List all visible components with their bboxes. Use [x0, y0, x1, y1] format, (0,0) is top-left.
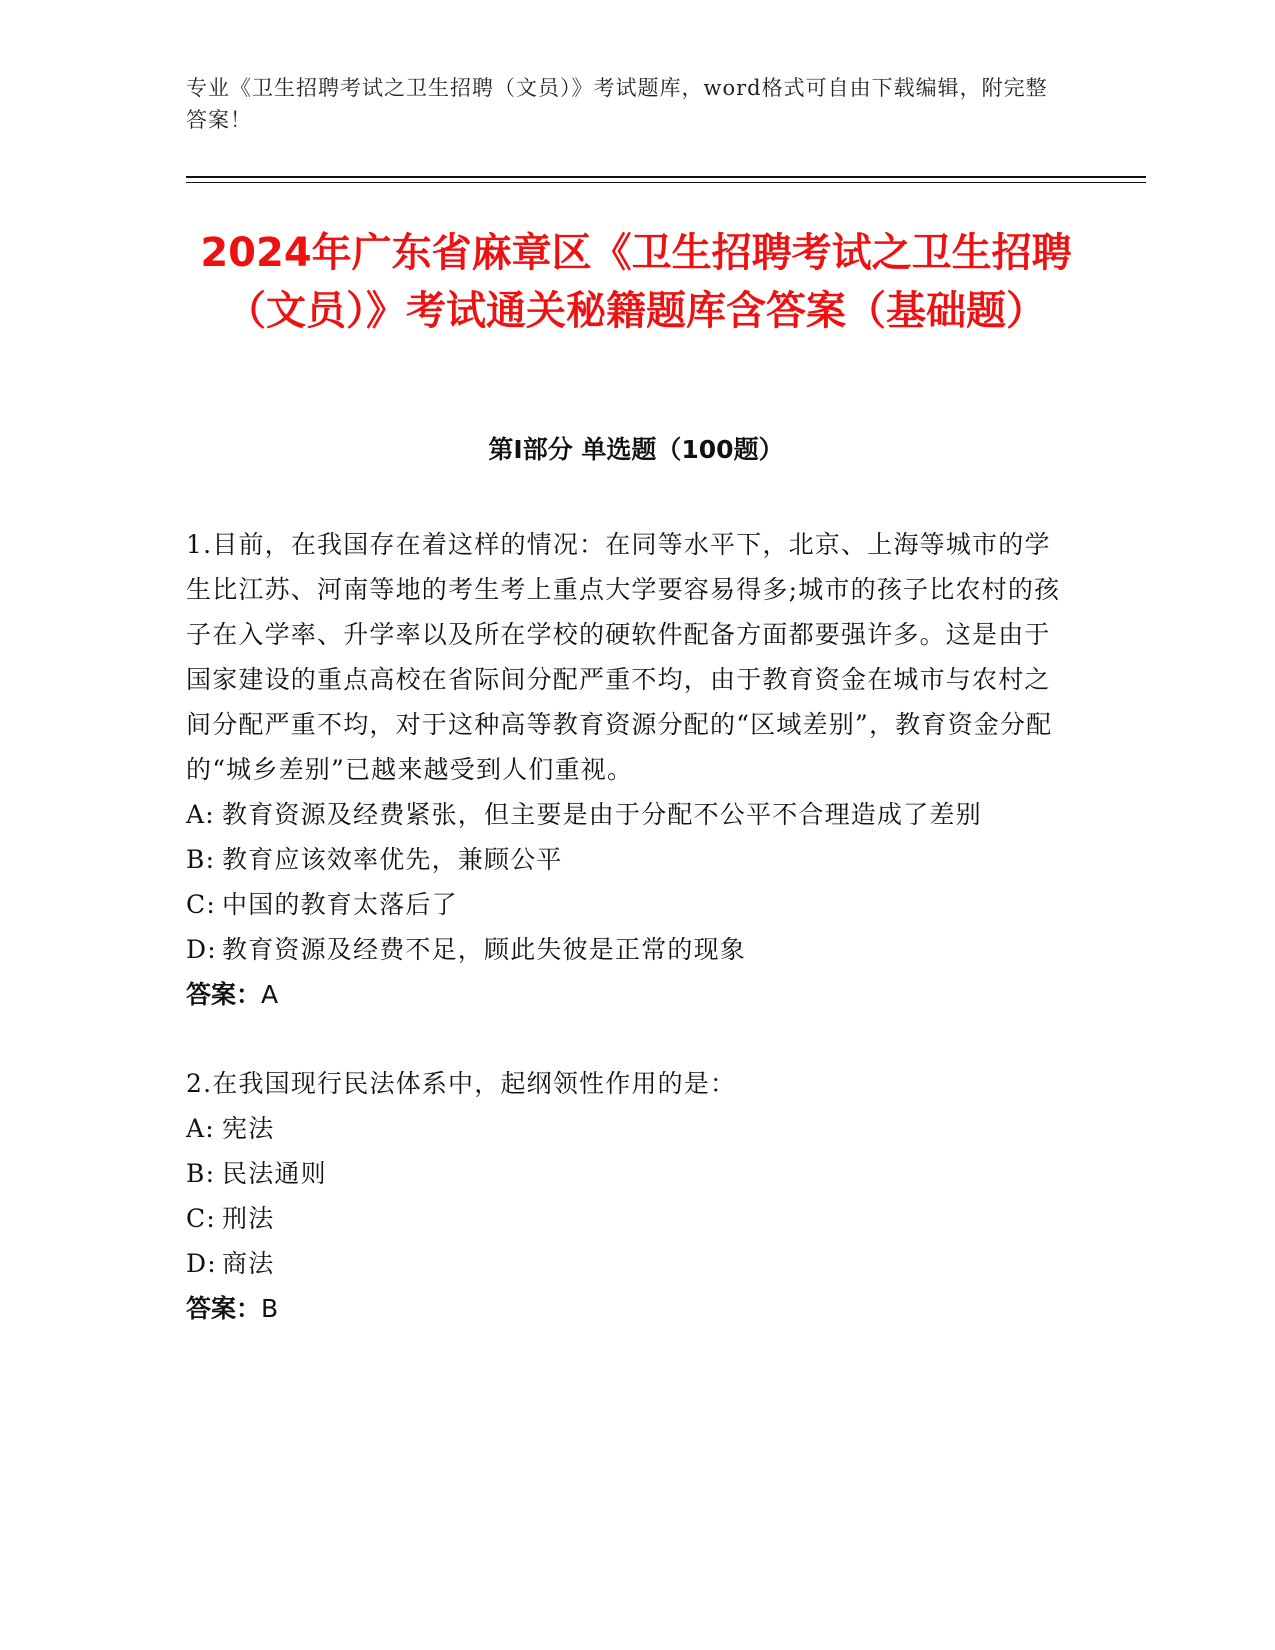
option-text: 教育应该效率优先，兼顾公平 — [222, 845, 563, 874]
option-text: 商法 — [222, 1249, 275, 1278]
question-option — [186, 792, 1066, 837]
question-answer — [186, 1286, 1066, 1331]
header-divider-thick — [186, 176, 1146, 178]
question-item — [186, 1061, 1066, 1331]
option-letter: D: — [186, 935, 217, 964]
answer-value: B — [261, 1294, 279, 1323]
option-text: 宪法 — [222, 1114, 275, 1143]
option-letter: A: — [186, 1114, 215, 1143]
answer-label: 答案： — [186, 1294, 262, 1323]
question-stem: 1.目前，在我国存在着这样的情况：在同等水平下，北京、上海等城市的学生比江苏、河南等地的考生考上重点大学要容易得多;城市的孩子比农村的孩子在入学率、升学率以及所在学校的硬软件配备方面都要强许多。这是由于国家建设的重点高校在省际间分配严重不均，由于教育资金在城市与农村之间分配严重不均，对于这种高等教育资源分配的“区域差别”，教育资金分配的“城乡差别”已越来越受到人们重视。 — [186, 530, 1061, 784]
question-item — [186, 522, 1066, 1017]
option-text: 教育资源及经费紧张，但主要是由于分配不公平不合理造成了差别 — [222, 800, 982, 829]
question-option — [186, 927, 1066, 972]
question-option — [186, 1151, 1066, 1196]
question-answer — [186, 972, 1066, 1017]
answer-label: 答案： — [186, 980, 262, 1009]
option-letter: C: — [186, 890, 216, 919]
option-letter: B: — [186, 845, 216, 874]
question-option — [186, 1241, 1066, 1286]
question-option — [186, 1196, 1066, 1241]
document-title: 2024年广东省麻章区《卫生招聘考试之卫生招聘（文员）》考试通关秘籍题库含答案（基础题） — [200, 230, 1072, 334]
option-text: 民法通则 — [222, 1159, 327, 1188]
question-option — [186, 837, 1066, 882]
section-heading: 第I部分 单选题（100题） — [488, 435, 784, 464]
option-text: 教育资源及经费不足，顾此失彼是正常的现象 — [222, 935, 747, 964]
option-letter: C: — [186, 1204, 216, 1233]
option-text: 中国的教育太落后了 — [222, 890, 458, 919]
question-option — [186, 882, 1066, 927]
option-letter: B: — [186, 1159, 216, 1188]
question-option — [186, 1106, 1066, 1151]
question-stem: 2.在我国现行民法体系中，起纲领性作用的是： — [186, 1069, 737, 1098]
answer-value: A — [261, 980, 279, 1009]
option-letter: D: — [186, 1249, 217, 1278]
header-note: 专业《卫生招聘考试之卫生招聘（文员）》考试题库，word格式可自由下载编辑，附完整答案！ — [186, 76, 1048, 132]
question-list — [186, 522, 1066, 1375]
option-text: 刑法 — [222, 1204, 275, 1233]
option-letter: A: — [186, 800, 215, 829]
header-divider-thin — [186, 182, 1146, 183]
